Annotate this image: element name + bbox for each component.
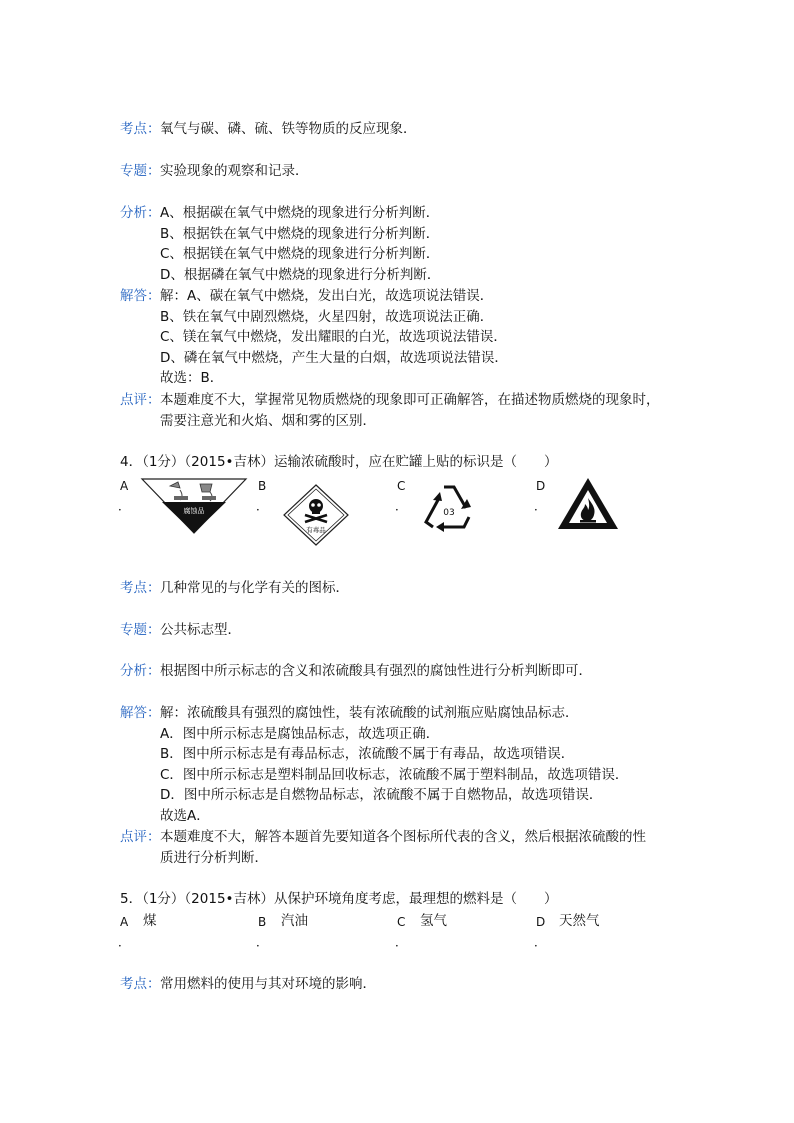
dianping-line: 质进行分析判断． (160, 849, 268, 866)
q4-zhuanti (120, 620, 241, 640)
fenxi-line: B、根据铁在氧气中燃烧的现象进行分析判断． (160, 225, 440, 242)
zhuanti-text: 实验现象的观察和记录． (160, 163, 309, 179)
q3-fenxi-lines (160, 203, 440, 285)
fenxi-line: D、根据磷在氧气中燃烧的现象进行分析判断． (160, 266, 441, 283)
q5-option-c-dot: ． (395, 935, 408, 949)
q5-option-c-letter: C (397, 915, 406, 929)
dianping-label: 点评： (120, 392, 161, 408)
jieda-label: 解答： (120, 705, 161, 721)
fenxi-label: 分析： (120, 663, 161, 679)
q4-jieda-label-row (120, 703, 160, 723)
q3-jieda-lines (160, 286, 508, 389)
q5-option-b-text[interactable]: 汽油 (281, 913, 308, 929)
q3-kaodian (120, 119, 417, 139)
jieda-label: 解答： (120, 288, 161, 304)
q3-dianping-lines (160, 390, 660, 431)
q5-option-a-text[interactable]: 煤 (143, 913, 157, 929)
dianping-label: 点评： (120, 829, 161, 845)
kaodian-text: 氧气与碳、磷、硫、铁等物质的反应现象． (160, 121, 417, 137)
q4-fenxi (120, 661, 592, 681)
q4-option-b-letter: B (258, 479, 267, 493)
q5-option-d-text[interactable]: 天然气 (559, 913, 600, 929)
jieda-line: D、磷在氧气中燃烧，产生大量的白烟，故选项说法错误． (160, 349, 508, 366)
jieda-line: 解：A、碳在氧气中燃烧，发出白光，故选项说法错误． (160, 288, 494, 304)
toxic-sign-icon[interactable] (283, 484, 349, 546)
jieda-line: A．图中所示标志是腐蚀品标志，故选项正确． (160, 725, 440, 742)
jieda-line: 故选A． (160, 807, 210, 824)
fenxi-line: C、根据镁在氧气中燃烧的现象进行分析判断． (160, 246, 440, 262)
q4-question: 4．（1分）（2015•吉林）运输浓硫酸时，应在贮罐上贴的标识是（ ） (120, 454, 558, 470)
q4-jieda-lines (160, 703, 628, 826)
jieda-line: D．图中所示标志是自燃物品标志，浓硫酸不属于自燃物品，故选项错误． (160, 787, 603, 803)
jieda-line: 解：浓硫酸具有强烈的腐蚀性，装有浓硫酸的试剂瓶应贴腐蚀品标志． (160, 705, 579, 721)
q4-option-c-dot: ． (395, 499, 408, 513)
corrosive-sign-caption: 腐蚀品 (183, 507, 205, 515)
q3-zhuanti (120, 161, 309, 181)
zhuanti-label: 专题： (120, 622, 161, 638)
q3-dianping-label-row (120, 390, 160, 410)
q4-option-d-dot: ． (534, 499, 547, 513)
jieda-line: 故选：B． (160, 370, 224, 386)
q5-kaodian (120, 974, 376, 994)
jieda-line: B、铁在氧气中剧烈燃烧，火星四射，故选项说法正确． (160, 308, 494, 325)
q4-option-c-letter: C (397, 479, 406, 493)
q5-option-a-letter: A (120, 915, 129, 929)
q5-option-d-letter: D (536, 915, 546, 929)
zhuanti-label: 专题： (120, 163, 161, 179)
recycle-sign-icon[interactable] (420, 482, 478, 534)
q5-option-a-dot: ． (118, 935, 131, 949)
q4-kaodian (120, 578, 349, 598)
jieda-line: C．图中所示标志是塑料制品回收标志，浓硫酸不属于塑料制品，故选项错误． (160, 766, 629, 783)
dianping-line: 需要注意光和火焰、烟和雾的区别． (160, 412, 376, 429)
q3-jieda-label-row (120, 286, 160, 306)
q4-dianping-lines (160, 827, 646, 868)
kaodian-label: 考点： (120, 580, 161, 596)
kaodian-label: 考点： (120, 121, 161, 137)
q3-fenxi-label-row (120, 203, 160, 223)
zhuanti-text: 公共标志型． (160, 622, 241, 638)
q4-dianping-label-row (120, 827, 160, 847)
jieda-line: C、镁在氧气中燃烧，发出耀眼的白光，故选项说法错误． (160, 329, 507, 345)
q5-question: 5．（1分）（2015•吉林）从保护环境角度考虑，最理想的燃料是（ ） (120, 891, 558, 907)
q5-option-b-letter: B (258, 915, 267, 929)
toxic-sign-caption: 有毒品 (306, 526, 326, 534)
kaodian-label: 考点： (120, 976, 161, 992)
q5-option-b-dot: ． (256, 935, 269, 949)
fenxi-label: 分析： (120, 205, 161, 221)
q4-option-d-letter: D (536, 479, 546, 493)
corrosive-sign-icon[interactable] (140, 478, 248, 535)
q4-option-a-letter: A (120, 479, 129, 493)
kaodian-text: 几种常见的与化学有关的图标． (160, 580, 349, 596)
kaodian-text: 常用燃料的使用与其对环境的影响． (160, 976, 376, 992)
dianping-line: 本题难度不大，掌握常见物质燃烧的现象即可正确解答，在描述物质燃烧的现象时， (160, 392, 660, 408)
fenxi-text: 根据图中所示标志的含义和浓硫酸具有强烈的腐蚀性进行分析判断即可． (160, 663, 592, 679)
q5-option-d-dot: ． (534, 935, 547, 949)
fenxi-line: A、根据碳在氧气中燃烧的现象进行分析判断． (160, 205, 440, 221)
recycle-sign-caption: 03 (443, 508, 455, 518)
flammable-sign-icon[interactable] (556, 476, 620, 532)
jieda-line: B．图中所示标志是有毒品标志，浓硫酸不属于有毒品，故选项错误． (160, 746, 575, 762)
q5-option-c-text[interactable]: 氢气 (420, 913, 447, 929)
q4-option-b-dot: ． (256, 499, 269, 513)
dianping-line: 本题难度不大，解答本题首先要知道各个图标所代表的含义，然后根据浓硫酸的性 (160, 829, 646, 845)
q4-option-a-dot: ． (118, 499, 131, 513)
